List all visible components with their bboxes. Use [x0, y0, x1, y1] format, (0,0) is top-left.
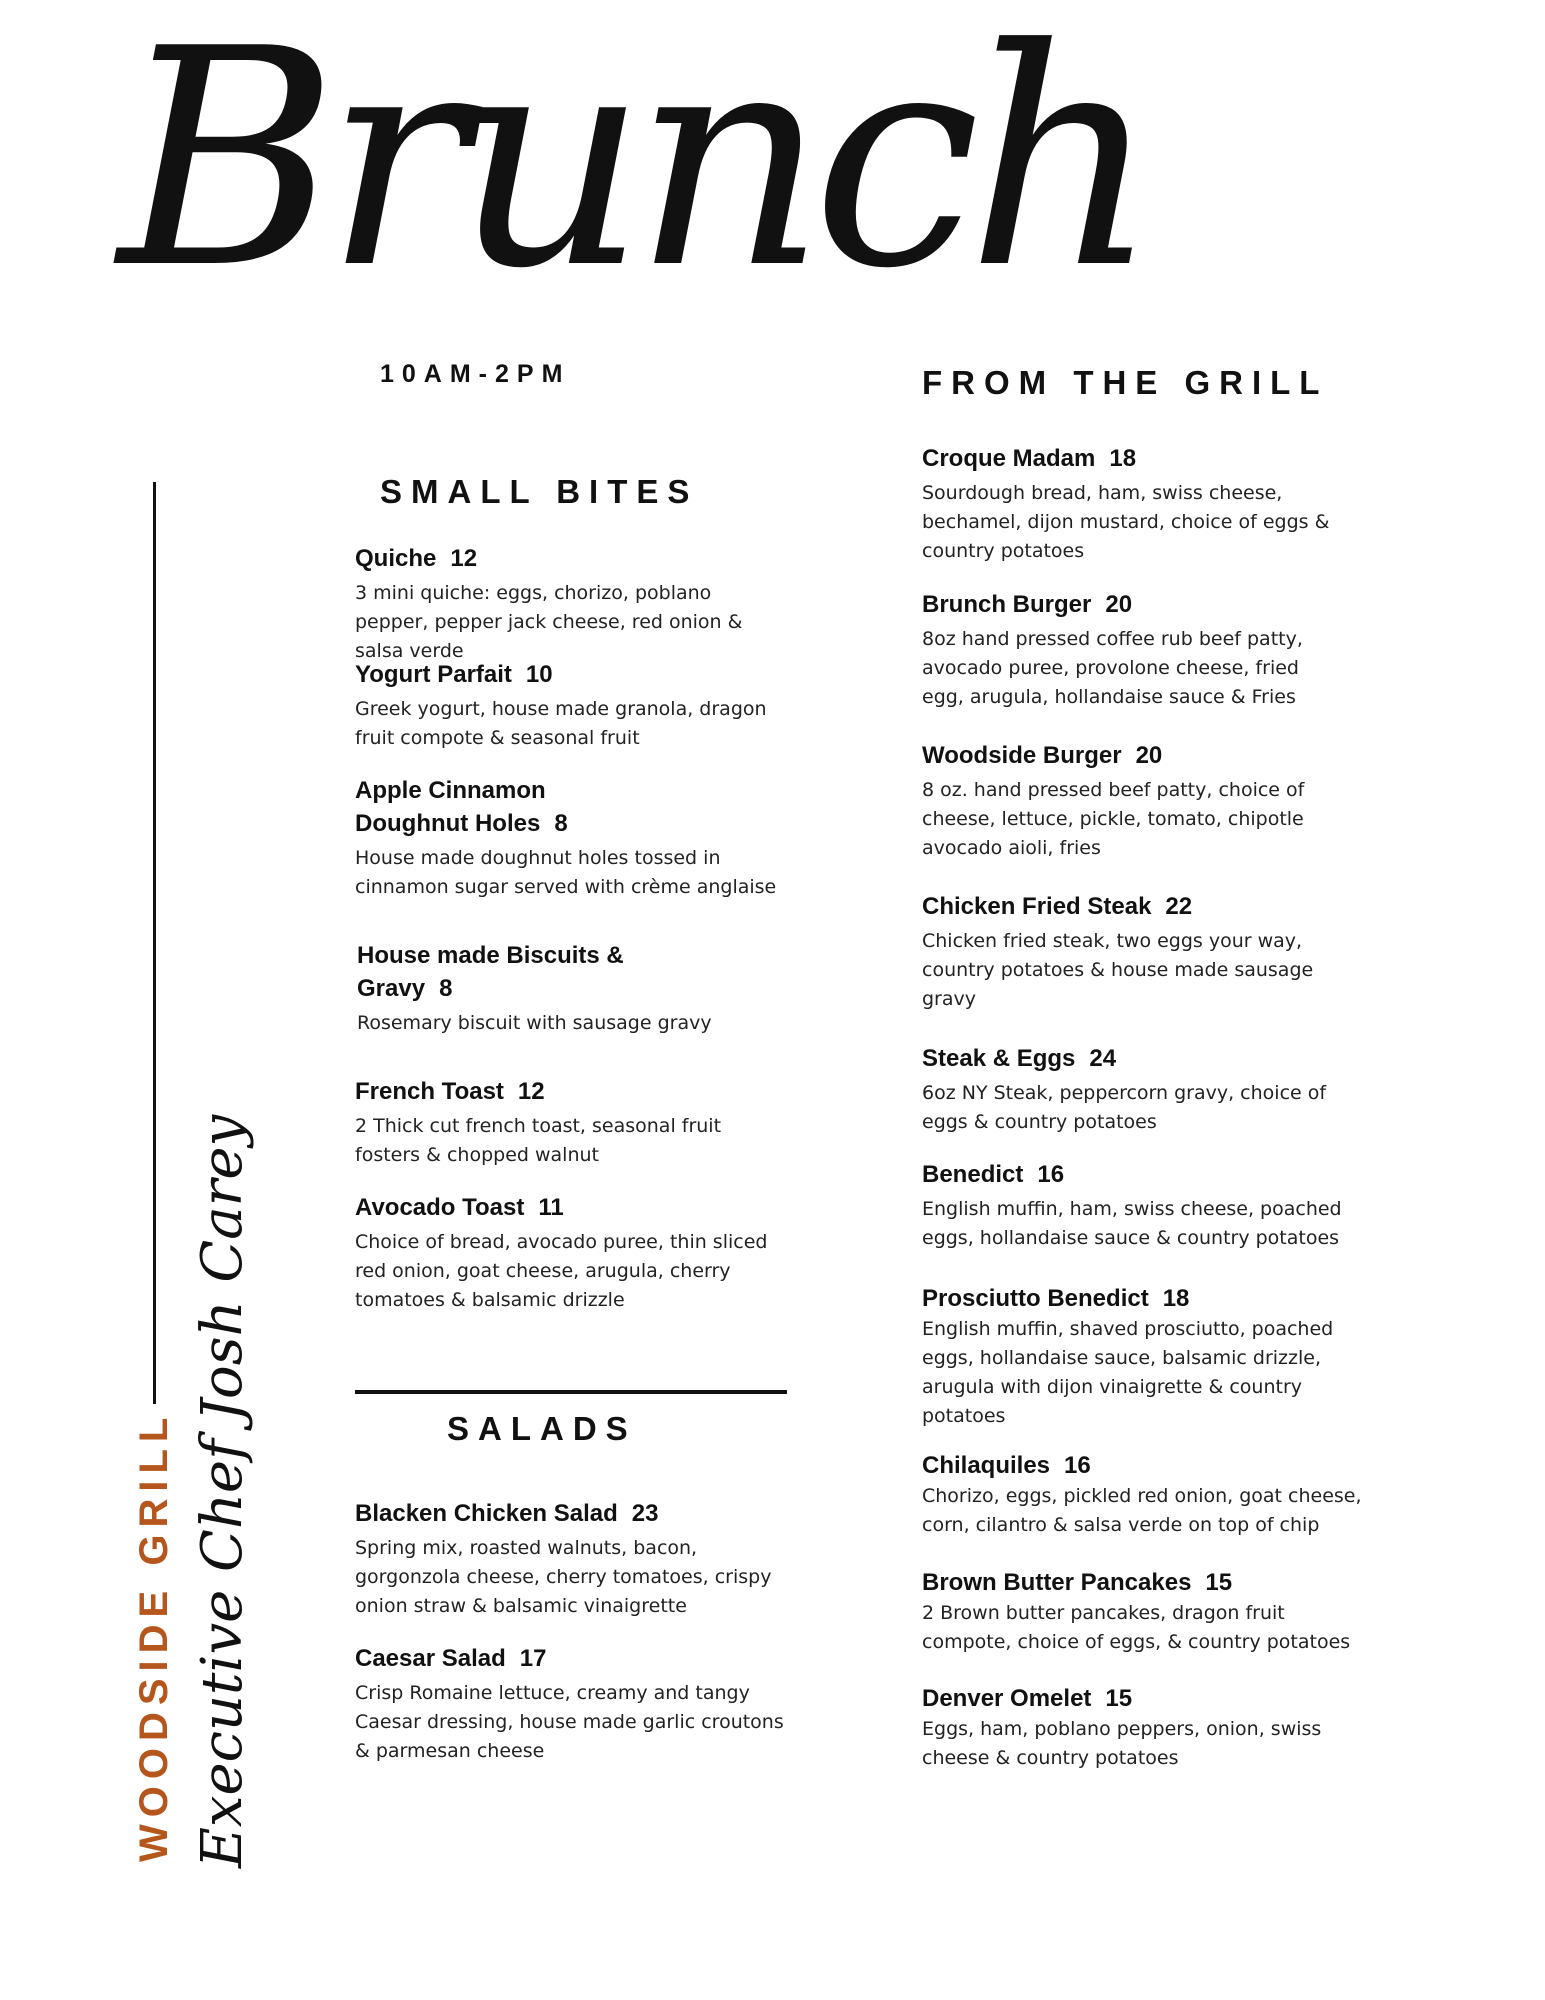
vertical-divider: [153, 482, 156, 1404]
menu-item: [355, 1497, 785, 1621]
item-name: Brown Butter Pancakes: [922, 1569, 1192, 1596]
menu-item: [355, 1191, 785, 1315]
item-name: Woodside Burger: [922, 742, 1122, 769]
item-name: Apple Cinnamon Doughnut Holes: [355, 777, 546, 837]
item-price: 8: [439, 975, 453, 1002]
item-name: Brunch Burger: [922, 591, 1092, 618]
menu-item: [357, 939, 712, 1038]
item-description: Crisp Romaine lettuce, creamy and tangy Caesar dressing, house made garlic croutons & parmesan cheese: [355, 1682, 784, 1762]
section-divider: [355, 1390, 787, 1394]
item-price: 11: [538, 1194, 564, 1221]
item-description: Sourdough bread, ham, swiss cheese, bechamel, dijon mustard, choice of eggs & country potatoes: [922, 482, 1330, 562]
item-name: Croque Madam: [922, 445, 1096, 472]
item-name: Yogurt Parfait: [355, 661, 512, 688]
service-hours: 10AM-2PM: [380, 360, 571, 388]
item-price: 18: [1162, 1285, 1190, 1312]
section-title-from-the-grill: FROM THE GRILL: [922, 364, 1329, 401]
item-name: Blacken Chicken Salad: [355, 1500, 618, 1527]
item-price: 12: [450, 545, 478, 572]
menu-item: [355, 1075, 785, 1170]
item-name: French Toast: [355, 1078, 504, 1105]
item-description: 6oz NY Steak, peppercorn gravy, choice of eggs & country potatoes: [922, 1082, 1327, 1133]
item-description: Chorizo, eggs, pickled red onion, goat cheese, corn, cilantro & salsa verde on top of chip: [922, 1485, 1362, 1536]
item-price: 12: [517, 1078, 545, 1105]
menu-item: [922, 1449, 1362, 1540]
item-description: Greek yogurt, house made granola, dragon fruit compote & seasonal fruit: [355, 698, 767, 749]
item-price: 24: [1089, 1045, 1117, 1072]
item-description: English muffin, ham, swiss cheese, poached eggs, hollandaise sauce & country potatoes: [922, 1198, 1342, 1249]
item-price: 22: [1165, 893, 1193, 920]
item-description: 8 oz. hand pressed beef patty, choice of cheese, lettuce, pickle, tomato, chipotle avocado aioli, fries: [922, 779, 1305, 859]
item-name: Steak & Eggs: [922, 1045, 1076, 1072]
menu-item: [922, 1282, 1342, 1431]
item-price: 15: [1205, 1569, 1233, 1596]
menu-item: [922, 442, 1362, 566]
item-name: Chicken Fried Steak: [922, 893, 1152, 920]
section-title-small-bites: SMALL BITES: [380, 473, 699, 510]
item-price: 23: [631, 1500, 659, 1527]
menu-item: [922, 1566, 1362, 1657]
item-price: 18: [1109, 445, 1137, 472]
menu-item: [922, 890, 1342, 1014]
item-price: 17: [519, 1645, 547, 1672]
item-price: 20: [1105, 591, 1133, 618]
menu-title: Brunch: [118, 0, 1146, 334]
menu-item: [922, 1682, 1342, 1773]
menu-item: [355, 774, 777, 902]
item-description: Choice of bread, avocado puree, thin sliced red onion, goat cheese, arugula, cherry tomatoes & balsamic drizzle: [355, 1231, 768, 1311]
item-description: 3 mini quiche: eggs, chorizo, poblano pepper, pepper jack cheese, red onion & salsa verde: [355, 582, 743, 662]
menu-item: [922, 588, 1342, 712]
item-name: Quiche: [355, 545, 437, 572]
menu-item: [922, 739, 1342, 863]
menu-item: [355, 1642, 785, 1766]
menu-item: [355, 542, 785, 666]
item-description: Chicken fried steak, two eggs your way, country potatoes & house made sausage gravy: [922, 930, 1314, 1010]
item-name: Prosciutto Benedict: [922, 1285, 1149, 1312]
chef-signature: Executive Chef Josh Carey: [190, 1114, 255, 1868]
item-price: 10: [525, 661, 553, 688]
item-price: 20: [1135, 742, 1163, 769]
item-description: Eggs, ham, poblano peppers, onion, swiss cheese & country potatoes: [922, 1718, 1322, 1769]
item-name: Avocado Toast: [355, 1194, 525, 1221]
item-name: House made Biscuits & Gravy: [357, 942, 624, 1002]
item-description: 2 Brown butter pancakes, dragon fruit compote, choice of eggs, & country potatoes: [922, 1602, 1351, 1653]
menu-item: [922, 1042, 1342, 1137]
item-name: Chilaquiles: [922, 1452, 1051, 1479]
item-description: 2 Thick cut french toast, seasonal fruit fosters & chopped walnut: [355, 1115, 722, 1166]
item-description: House made doughnut holes tossed in cinnamon sugar served with crème anglaise: [355, 847, 777, 898]
item-name: Benedict: [922, 1161, 1024, 1188]
section-title-salads: SALADS: [447, 1410, 637, 1447]
item-price: 16: [1037, 1161, 1065, 1188]
item-description: English muffin, shaved prosciutto, poached eggs, hollandaise sauce, balsamic drizzle, arugula with dijon vinaigrette & country potatoes: [922, 1318, 1334, 1427]
item-description: Spring mix, roasted walnuts, bacon, gorgonzola cheese, cherry tomatoes, crispy onion straw & balsamic vinaigrette: [355, 1537, 772, 1617]
menu-item: [355, 658, 785, 753]
item-description: 8oz hand pressed coffee rub beef patty, avocado puree, provolone cheese, fried egg, arugula, hollandaise sauce & Fries: [922, 628, 1303, 708]
restaurant-name: WOODSIDE GRILL: [132, 1410, 176, 1862]
item-name: Caesar Salad: [355, 1645, 506, 1672]
item-price: 8: [554, 810, 568, 837]
item-description: Rosemary biscuit with sausage gravy: [357, 1012, 712, 1034]
menu-item: [922, 1158, 1352, 1253]
item-name: Denver Omelet: [922, 1685, 1092, 1712]
item-price: 16: [1064, 1452, 1091, 1479]
item-price: 15: [1105, 1685, 1133, 1712]
